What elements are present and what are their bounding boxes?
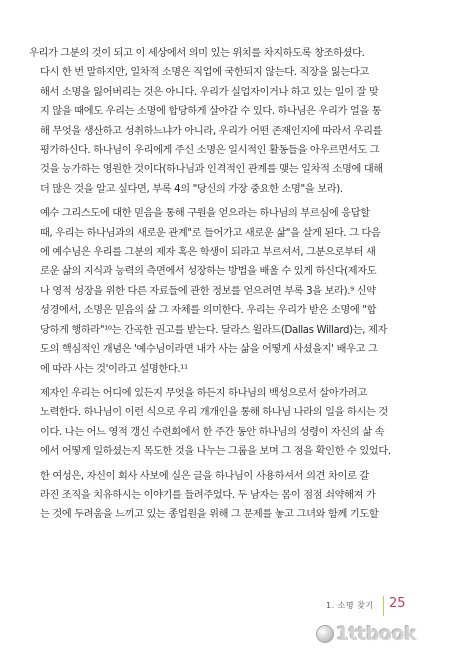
body-text	[29, 44, 401, 525]
paragraph	[29, 63, 401, 199]
text-line: 에 따라 사는 것'이라고 설명한다.¹¹	[40, 363, 188, 375]
paragraph	[29, 204, 401, 379]
paragraph	[29, 44, 401, 63]
page-footer	[0, 596, 450, 616]
text-line: 로운 삶의 지식과 능력의 측면에서 성장하는 방법을 배울 수 있게 하신다(제자도	[40, 266, 377, 278]
text-line: 당하게 행하라"¹⁰는 간곡한 권고를 받는다. 달라스 윌라드(Dallas Willard)는, 제자	[40, 324, 388, 336]
text-line: 노력한다. 하나님이 이런 식으로 우리 개개인을 통해 하나님 나라의 일을 하시는 것	[40, 407, 388, 419]
text-line: 한 여성은, 자신이 회사 사보에 실은 글을 하나님이 사용하셔서 의견 차이로 갈	[40, 470, 369, 482]
text-line: 우리가 그분의 것이 되고 이 세상에서 의미 있는 위치를 차지하도록 창조하셨다.	[29, 48, 365, 59]
text-line: 평가하신다. 하나님이 우리에게 주신 소명은 일시적인 활동들을 아우르면서도 그	[40, 145, 380, 157]
paragraph	[29, 384, 401, 462]
text-line: 더 많은 것을 알고 싶다면, 부록 4의 "당신의 가장 중요한 소명"을 보라).	[40, 183, 343, 195]
text-line: 해서 소명을 잃어버리는 것은 아니다. 우리가 실업자이거나 하고 있는 일이 잘 맞	[40, 86, 379, 98]
paragraph	[29, 467, 401, 525]
text-line: 나 영적 성장을 위한 다른 자료들에 관한 정보를 얻으려면 부록 3을 보라).⁹ 신약	[40, 285, 376, 297]
text-line: 도의 핵심적인 개념은 '예수님이라면 내가 사는 삶을 어떻게 사셨을지' 배우고 그	[40, 344, 378, 356]
text-line: 제자인 우리는 어디에 있든지 무엇을 하든지 하나님의 백성으로서 살아가려고	[40, 387, 367, 399]
text-line: 에 예수님은 우리를 그분의 제자 혹은 학생이 되라고 부르셔서, 그분으로부터 새	[40, 247, 376, 259]
text-line: 때, 우리는 하나님과의 새로운 관계"로 들어가고 새로운 삶"을 살게 된다. 그 다음	[40, 227, 381, 239]
text-line: 다시 한 번 말하지만, 일차적 소명은 직업에 국한되지 않는다. 직장을 잃는다고	[40, 67, 369, 79]
page-number: 25	[389, 596, 406, 611]
text-line: 는 것에 두려움을 느끼고 있는 종업원을 위해 그 문제를 놓고 그녀와 함께 기도할	[40, 509, 379, 521]
chapter-label: 1. 소명 찾기	[326, 601, 374, 610]
watermark-text: 1ttbook	[336, 623, 417, 645]
text-line: 지 않을 때에도 우리는 소명에 합당하게 살아갈 수 있다. 하나님은 우리가 얼을 통	[40, 106, 382, 118]
text-line: 에서 어떻게 일하셨는지 목도한 것을 나누는 그룹을 보며 그 점을 확인한 수 있었다.	[40, 446, 391, 458]
text-line: 예수 그리스도에 대한 믿음을 통해 구원을 얻으라는 하나님의 부르심에 응답할	[40, 208, 370, 220]
text-line: 것을 능가하는 영원한 것이다(하나님과 인격적인 관계를 맺는 일차적 소명에 대해	[40, 164, 383, 176]
footer-divider	[383, 596, 384, 616]
watermark-logo-icon	[316, 625, 334, 643]
text-line: 성경에서, 소명은 믿음의 삶 그 자체를 의미한다. 우리는 우리가 받은 소명에 "합	[40, 305, 377, 317]
watermark	[316, 622, 446, 646]
text-line: 해 무엇을 생산하고 성취하느냐가 아니라, 우리가 어떤 존재인지에 따라서 우리를	[40, 125, 383, 137]
text-line: 이다. 나는 어느 영적 갱신 수련회에서 한 주간 동안 하나님의 성령이 자신의 삶 속	[40, 426, 385, 438]
text-line: 라진 조직을 치유하시는 이야기를 들려주었다. 두 남자는 몸이 점점 쇠약해져 가	[40, 489, 376, 501]
